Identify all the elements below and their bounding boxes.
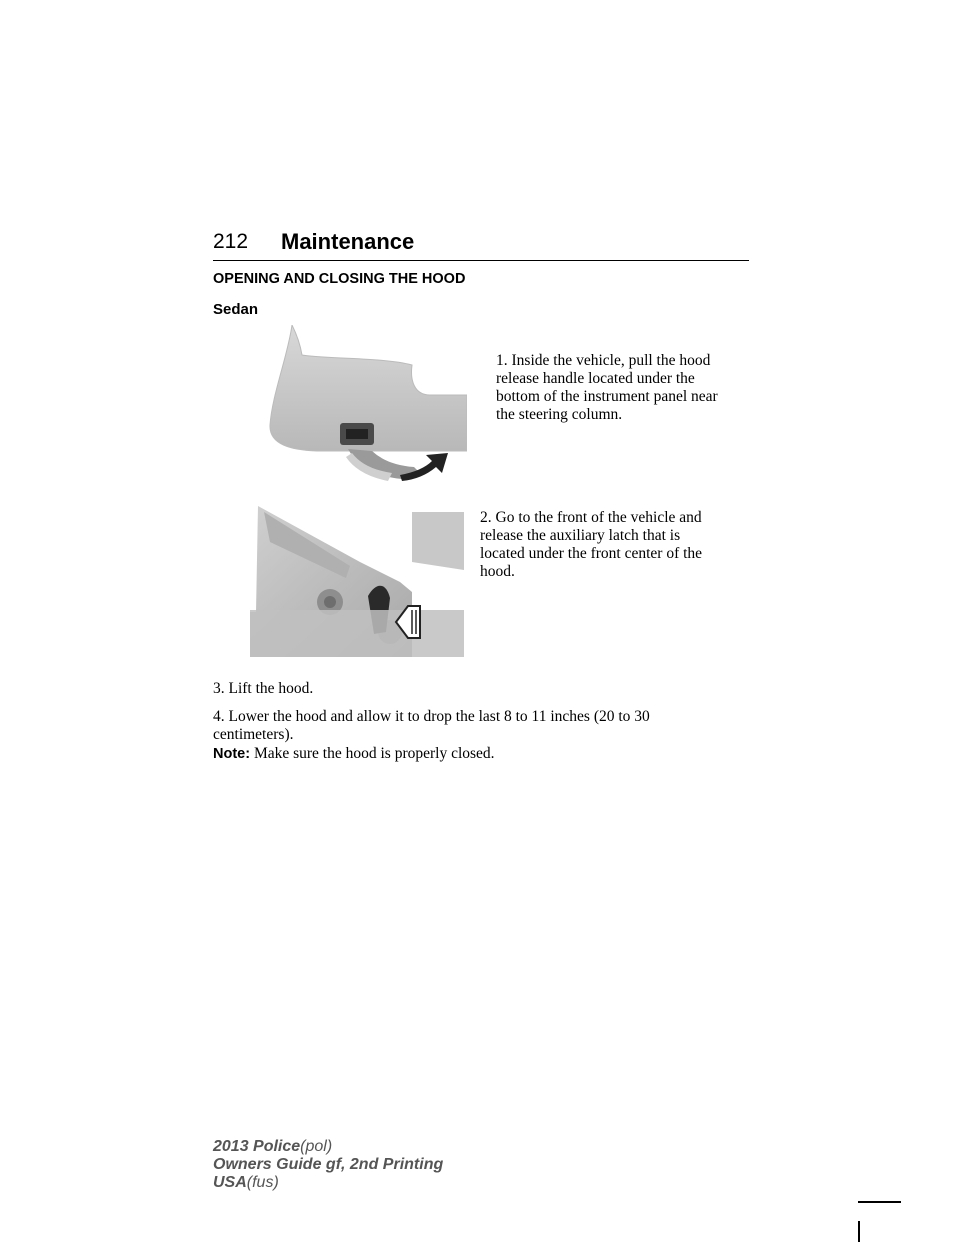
crop-mark-horizontal <box>858 1201 901 1203</box>
section-heading: OPENING AND CLOSING THE HOOD <box>213 271 466 287</box>
hood-release-handle-illustration <box>262 325 467 485</box>
page-number: 212 <box>213 230 249 253</box>
note-body: Make sure the hood is properly closed. <box>253 745 495 762</box>
step-4-text: 4. Lower the hood and allow it to drop the last 8 to 11 inches (20 to 30 centimeters). <box>213 708 650 743</box>
page-footer: 2013 Police(pol) Owners Guide gf, 2nd Printing USA(fus) <box>213 1138 444 1191</box>
crop-mark-vertical <box>858 1221 860 1242</box>
step-2-text: 2. Go to the front of the vehicle and release the auxiliary latch that is located under the front center of the hood. <box>480 509 703 580</box>
step-1-text: 1. Inside the vehicle, pull the hood release handle located under the bottom of the instrument panel near the steering column. <box>496 352 718 423</box>
page-header <box>213 228 749 261</box>
note-text <box>213 745 753 763</box>
sub-heading: Sedan <box>213 301 259 318</box>
note-label: Note: <box>213 746 251 762</box>
auxiliary-latch-illustration <box>250 502 464 657</box>
chapter-title: Maintenance <box>281 229 415 254</box>
step-3-text: 3. Lift the hood. <box>213 680 314 697</box>
